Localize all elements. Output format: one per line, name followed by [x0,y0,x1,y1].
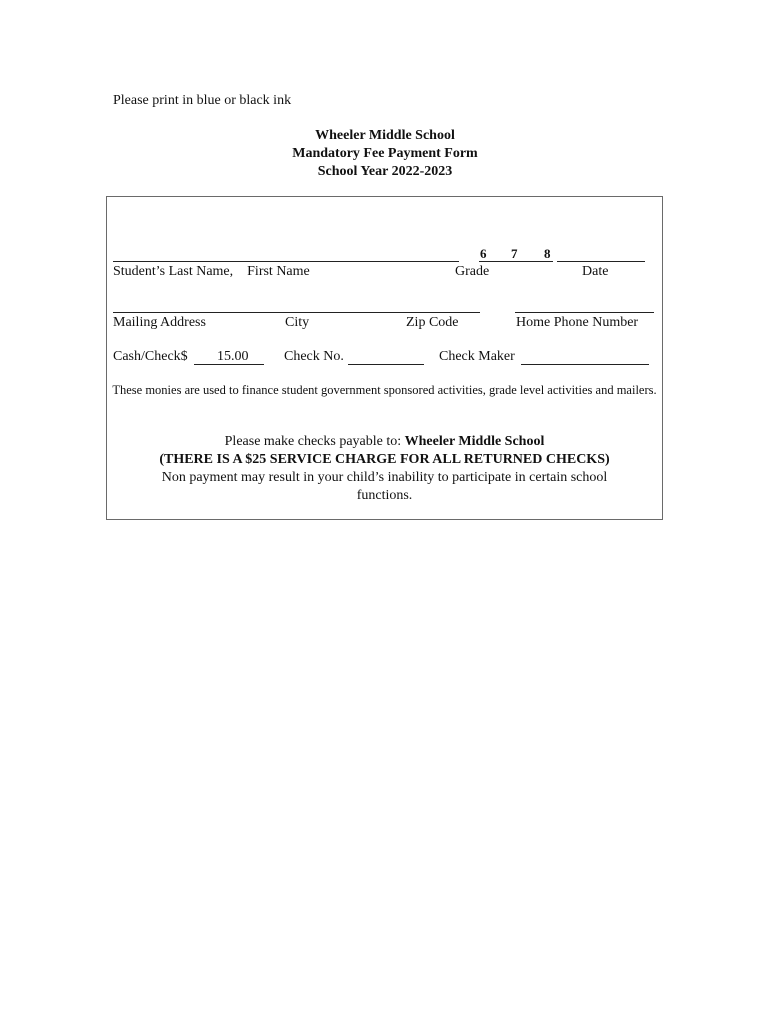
payee-name: Wheeler Middle School [404,434,545,449]
mailing-address-label: Mailing Address [113,315,206,330]
check-number-line[interactable] [348,364,424,365]
home-phone-line[interactable] [515,312,654,313]
payable-prefix: Please make checks payable to: [224,434,405,449]
check-number-label: Check No. [284,349,344,364]
grade-option-6: 6 [480,246,487,261]
cash-check-label: Cash/Check$ [113,349,188,364]
date-line[interactable] [557,261,645,262]
date-label: Date [582,264,609,279]
city-label: City [285,315,310,330]
address-line[interactable] [113,312,480,313]
grade-label: Grade [455,264,490,279]
nonpayment-notice: Non payment may result in your child’s inability to participate in certain school functions. [161,470,608,503]
school-name: Wheeler Middle School [315,128,455,143]
payable-line [106,433,663,451]
service-charge-notice: (THERE IS A $25 SERVICE CHARGE FOR ALL RETURNED CHECKS) [159,452,610,467]
student-name-label: Student’s Last Name, First Name [113,264,310,279]
fee-purpose-note: These monies are used to finance student government sponsored activities, grade level activities and mailers. [112,383,657,397]
amount-value: 15.00 [217,349,249,364]
zip-code-label: Zip Code [406,315,459,330]
payable-block [106,433,663,505]
grade-option-8: 8 [544,246,551,261]
check-maker-line[interactable] [521,364,649,365]
form-header [0,127,770,181]
school-year: School Year 2022-2023 [317,164,453,179]
grade-option-7: 7 [511,246,518,261]
student-name-line[interactable] [113,261,459,262]
form-title: Mandatory Fee Payment Form [292,146,478,161]
ink-instruction: Please print in blue or black ink [113,93,292,108]
home-phone-label: Home Phone Number [516,315,639,330]
check-maker-label: Check Maker [439,349,515,364]
